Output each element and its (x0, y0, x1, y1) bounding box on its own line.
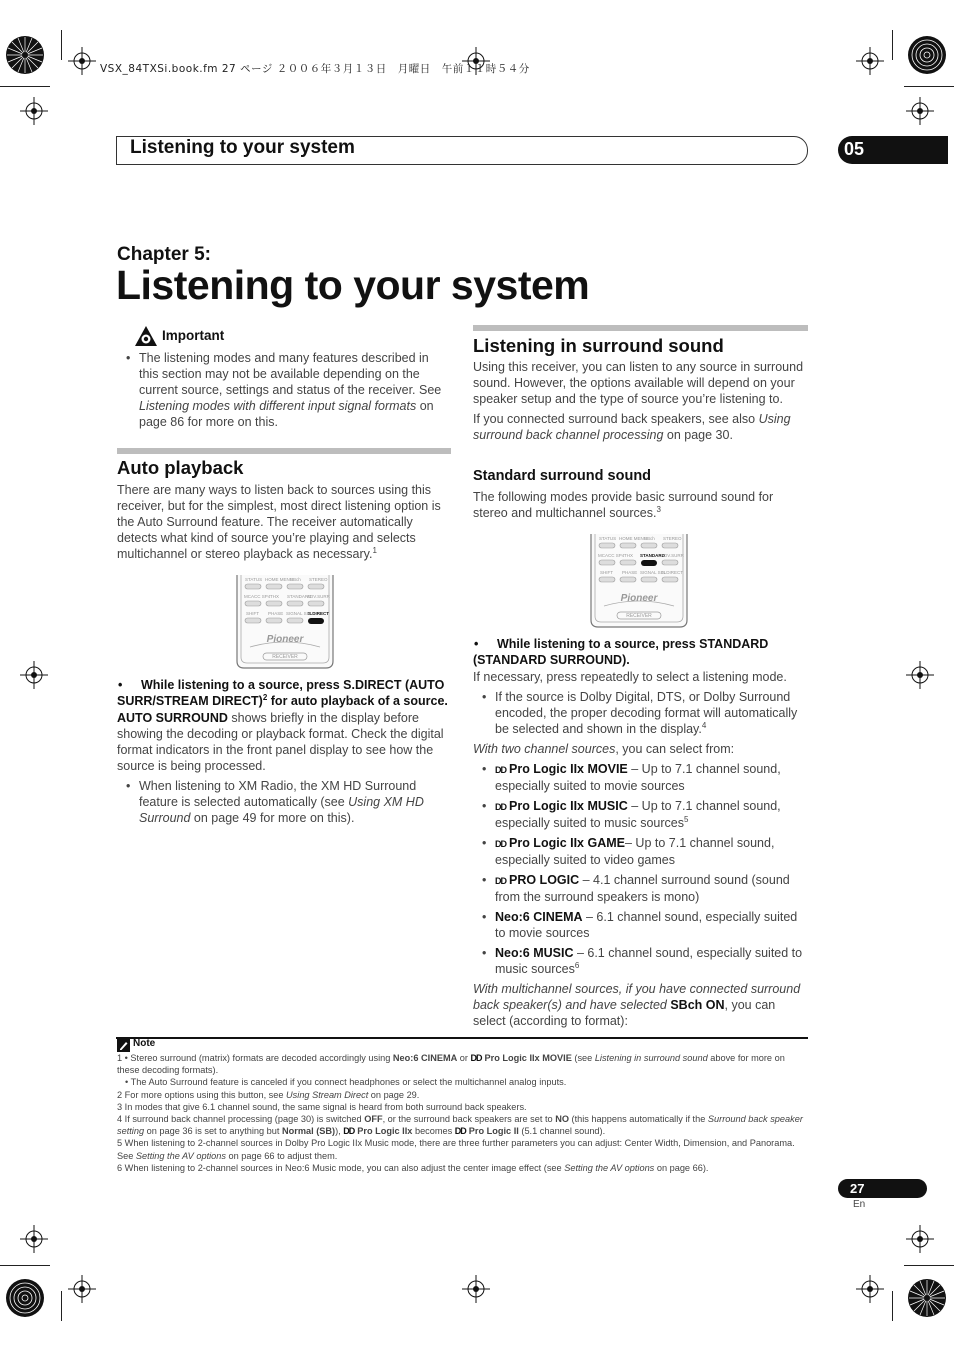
sb-link[interactable]: Using surround back channel processing (473, 412, 791, 442)
remote-btn-label: SIGNAL SEL (286, 611, 313, 616)
auto-playback-heading: Auto playback (117, 457, 244, 478)
mode-item: • Neo:6 MUSIC – 6.1 channel sound, especially suited to music sources$^6$ (473, 945, 809, 977)
footnote-1b: • The Auto Surround feature is canceled if you connect headphones or select the multichannel analog inputs. (125, 1077, 567, 1088)
footnotes (117, 1052, 807, 1174)
remote-btn-label: SIGNAL SEL (640, 570, 667, 575)
important-note (117, 350, 451, 434)
remote-btn-label: MCACC SP4 (244, 594, 271, 599)
dolby-icon: DD (454, 1126, 466, 1137)
page-number-tab (838, 1179, 927, 1198)
dolby-icon: DD (343, 1126, 355, 1137)
remote-btn-label: S.DIRECT (662, 570, 684, 575)
registration-mark-bottom-right (906, 1277, 948, 1319)
remote-btn-label: STANDARD (640, 553, 665, 558)
page-number: 27 (850, 1181, 865, 1196)
crosshair-mark (856, 47, 884, 75)
dolby-icon: DD (495, 802, 506, 812)
crop-line (892, 30, 893, 60)
dolby-icon: DD (470, 1053, 482, 1063)
remote-btn-label: THX (624, 553, 633, 558)
remote-btn-label: HOME MENU (619, 536, 647, 541)
header-title: Listening to your system (130, 137, 355, 158)
important-label: Important (162, 328, 225, 343)
remote-btn-label: ADV.SURR (307, 594, 330, 599)
crop-line (904, 86, 954, 87)
auto-playback-step: • While listening to a source, press S.DIRECT (AUTO SURR/STREAM DIRECT)$^2$ for auto playback of a source. AUTO SURROUND shows briefly in the display before showing the decoding or playback format. Check the digital format indicators in the front panel display to see how the source is being processed. • When listening to XM Radio, the XM HD Surround feature is selected automatically (see Using XM HD Surround on page 49 for more on this). (117, 677, 453, 830)
registration-mark-top-right (906, 34, 948, 76)
crosshair-mark (906, 97, 934, 125)
crosshair-mark (68, 1275, 96, 1303)
remote-btn-label: SHIFT (246, 611, 259, 616)
standard-step: • While listening to a source, press STANDARD (STANDARD SURROUND). If necessary, press repeatedly to select a listening mode. • If the source is Dolby Digital, DTS, or Dolby Surround encoded, the proper decoding format will automatically be selected and shown in the display.$^4$ With two channel sources, you can select from: • DD Pro Logic IIx MOVIE – Up to 7.1 channel sound, especially suited to movie sources • DD Pro Logic IIx MUSIC – Up to 7.1 channel sound, especially suited to music sources$^5$ • DD Pro Logic IIx GAME– Up to 7.1 channel sound, especially suited to video games • DD PRO LOGIC – 4.1 channel surround sound (sound from the surround speakers is mono) • Neo:6 CINEMA – 6.1 channel sound, especially suited to movie sources • Neo:6 MUSIC – 6.1 channel sound, especially suited to music sources$^6$ With multichannel sources, if you have connected surround back speaker(s) and have selected SBch ON, you can select (according to format): (473, 636, 809, 1029)
crosshair-mark (20, 661, 48, 689)
remote-brand: Pioneer (620, 593, 658, 604)
footnote-3: 3 In modes that give 6.1 channel sound, the same signal is heard from both surround back speakers. (117, 1101, 527, 1112)
surround-heading: Listening in surround sound (473, 335, 724, 356)
important-text: • The listening modes and many features described in this section may not be available depending on the current source, settings and status of the receiver. See Listening modes with different input signal formats on page 86 for more on this. (117, 350, 451, 430)
crop-line (61, 1291, 62, 1321)
important-icon (134, 325, 158, 347)
mode-item: • Neo:6 CINEMA – 6.1 channel sound, especially suited to movie sources (473, 909, 809, 941)
important-link[interactable]: Listening modes with different input signal formats (139, 399, 417, 413)
crosshair-mark (68, 47, 96, 75)
mode-item: • DD Pro Logic IIx MOVIE – Up to 7.1 channel sound, especially suited to movie sources (473, 761, 809, 794)
mode-item: • DD Pro Logic IIx GAME– Up to 7.1 channel sound, especially suited to video games (473, 835, 809, 868)
crosshair-mark (462, 1275, 490, 1303)
remote-btn-label: PHASE (268, 611, 284, 616)
remote-btn-label: MCACC SP4 (598, 553, 625, 558)
remote-btn-label: SBch (644, 536, 655, 541)
crosshair-mark (856, 1275, 884, 1303)
remote-btn-label: S.DIRECT (308, 611, 330, 616)
crop-line (0, 1265, 50, 1266)
mode-list (473, 761, 809, 977)
footnote-6: 6 When listening to 2-channel sources in Neo:6 Music mode, you can also adjust the center image effect (see Setting the AV options on page 66). (117, 1162, 709, 1173)
auto-playback-intro: There are many ways to listen back to sources using this receiver, but for the simplest, most direct listening option is the Auto Surround feature. The receiver automatically detects what kind of source you’re playing and selects multichannel or stereo playback as necessary.$^1$ (117, 483, 441, 561)
language-code: En (853, 1199, 866, 1210)
remote-btn-label: PHASE (622, 570, 638, 575)
footnote-4: 4 If surround back channel processing (page 30) is switched OFF, or the surround back speakers are set to NO (this happens automatically if the Surround back speaker setting on page 36 is set to anything but Normal (SB)), DD Pro Logic IIx becomes DD Pro Logic II (5.1 channel sound). (117, 1114, 803, 1137)
footnote-1a: 1 • Stereo surround (matrix) formats are decoded accordingly using Neo:6 CINEMA or DD Pro Logic IIx MOVIE (see Listening in surround sound above for more on these decoding formats). (117, 1053, 785, 1076)
dolby-icon: DD (495, 839, 506, 849)
remote-btn-label: STATUS (599, 536, 617, 541)
crosshair-mark (906, 661, 934, 689)
remote-btn-label: SHIFT (600, 570, 613, 575)
remote-btn-label: HOME MENU (265, 577, 293, 582)
registration-mark-bottom-left (4, 1277, 46, 1319)
note-icon (117, 1039, 130, 1052)
remote-illustration (236, 575, 334, 669)
footnote-2: 2 For more options using this button, see Using Stream Direct on page 29. (117, 1089, 420, 1100)
section-rule (117, 448, 451, 454)
crosshair-mark (20, 1225, 48, 1253)
chapter-label: Chapter 5: (117, 244, 211, 265)
remote-btn-label: THX (270, 594, 279, 599)
remote-btn-label: STANDARD (287, 594, 312, 599)
crosshair-mark (20, 97, 48, 125)
dolby-note: • If the source is Dolby Digital, DTS, or Dolby Surround encoded, the proper decoding format will automatically be selected and shown in the display.$^4$ (473, 689, 809, 737)
xm-note: • When listening to XM Radio, the XM HD Surround feature is selected automatically (see Using XM HD Surround on page 49 for more on this). (117, 778, 453, 826)
crop-line (0, 86, 50, 87)
standard-heading: Standard surround sound (473, 468, 652, 484)
remote-mode: RECEIVER (272, 654, 298, 660)
registration-mark-top-left (4, 34, 46, 76)
remote-btn-label: ADV.SURR (661, 553, 684, 558)
remote-mode: RECEIVER (626, 613, 652, 619)
chapter-number-tab (838, 136, 948, 164)
remote-btn-label: STEREO (663, 536, 682, 541)
surround-intro: Using this receiver, you can listen to any source in surround sound. However, the options available will depend on your speaker setup and the type of source you’re listening to. If you connected surround back speakers, see also Using surround back channel processing on page 30. (473, 360, 804, 442)
dolby-icon: DD (495, 876, 506, 886)
remote-btn-label: STEREO (309, 577, 328, 582)
crop-line (61, 30, 62, 60)
remote-brand: Pioneer (266, 634, 304, 645)
crop-line (904, 1265, 954, 1266)
note-rule (116, 1037, 808, 1039)
remote-illustration (590, 534, 688, 628)
file-header: VSX_84TXSi.book.fm 27 ページ ２００６年３月１３日 月曜日 午前１１時５４分 (100, 63, 530, 75)
remote-btn-label: STATUS (245, 577, 263, 582)
chapter-number: 05 (844, 139, 865, 159)
standard-intro: The following modes provide basic surround sound for stereo and multichannel sources.$^3$ (473, 490, 774, 520)
remote-btn-label: SBch (290, 577, 301, 582)
crop-line (892, 1291, 893, 1321)
note-label: Note (133, 1038, 156, 1049)
xm-link[interactable]: Using XM HD Surround (139, 795, 424, 825)
mode-item: • DD PRO LOGIC – 4.1 channel surround sound (sound from the surround speakers is mono) (473, 872, 809, 905)
dolby-icon: DD (495, 765, 506, 775)
chapter-title: Listening to your system (116, 262, 590, 308)
crosshair-mark (906, 1225, 934, 1253)
section-rule (473, 325, 808, 331)
mode-item: • DD Pro Logic IIx MUSIC – Up to 7.1 channel sound, especially suited to music sources$^5$ (473, 798, 809, 831)
footnote-5: 5 When listening to 2-channel sources in Dolby Pro Logic IIx Music mode, there are three further parameters you can adjust: Center Width, Dimension, and Panorama. See Setting the AV options on page 66 to adjust them. (117, 1138, 795, 1161)
